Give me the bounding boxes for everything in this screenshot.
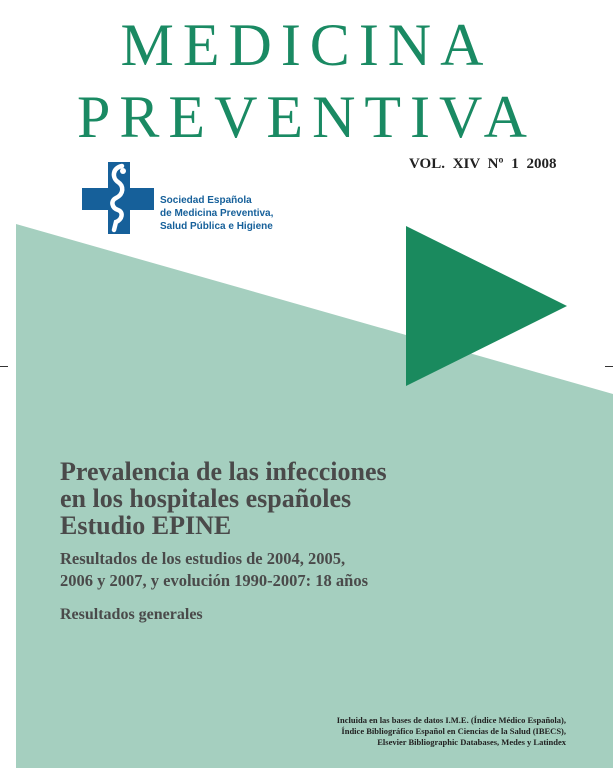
society-name: [160, 194, 273, 233]
article-subtitle-line: Resultados de los estudios de 2004, 2005,: [60, 549, 346, 568]
society-name-line: Salud Pública e Higiene: [160, 221, 273, 232]
volume-info: VOL. XIV Nº 1 2008: [409, 156, 557, 172]
article-title-line: en los hospitales españoles: [60, 484, 352, 513]
society-name-line: de Medicina Preventiva,: [160, 208, 274, 219]
crop-mark-right: [605, 366, 613, 367]
indexing-line: Elsevier Bibliographic Databases, Medes y Latindex: [377, 737, 566, 747]
article-subtitle-line: 2006 y 2007, y evolución 1990-2007: 18 años: [60, 571, 369, 590]
journal-title-line2: PREVENTIVA: [77, 84, 536, 150]
article-subtitle: [60, 548, 368, 592]
indexing-note: [337, 715, 566, 748]
crop-mark-left: [0, 366, 8, 367]
sempspgh-logo-icon: [82, 162, 154, 234]
section-label: Resultados generales: [60, 606, 203, 623]
indexing-line: Índice Bibliográfico Español en Ciencias de la Salud (IBECS),: [341, 726, 566, 736]
indexing-line: Incluida en las bases de datos I.M.E. (Índice Médico Española),: [336, 715, 566, 725]
journal-title-line1: MEDICINA: [120, 12, 493, 78]
article-title: [60, 458, 387, 539]
article-title-line: Prevalencia de las infecciones: [60, 457, 387, 486]
society-name-line: Sociedad Española: [160, 195, 252, 206]
article-title-line: Estudio EPINE: [60, 511, 232, 540]
